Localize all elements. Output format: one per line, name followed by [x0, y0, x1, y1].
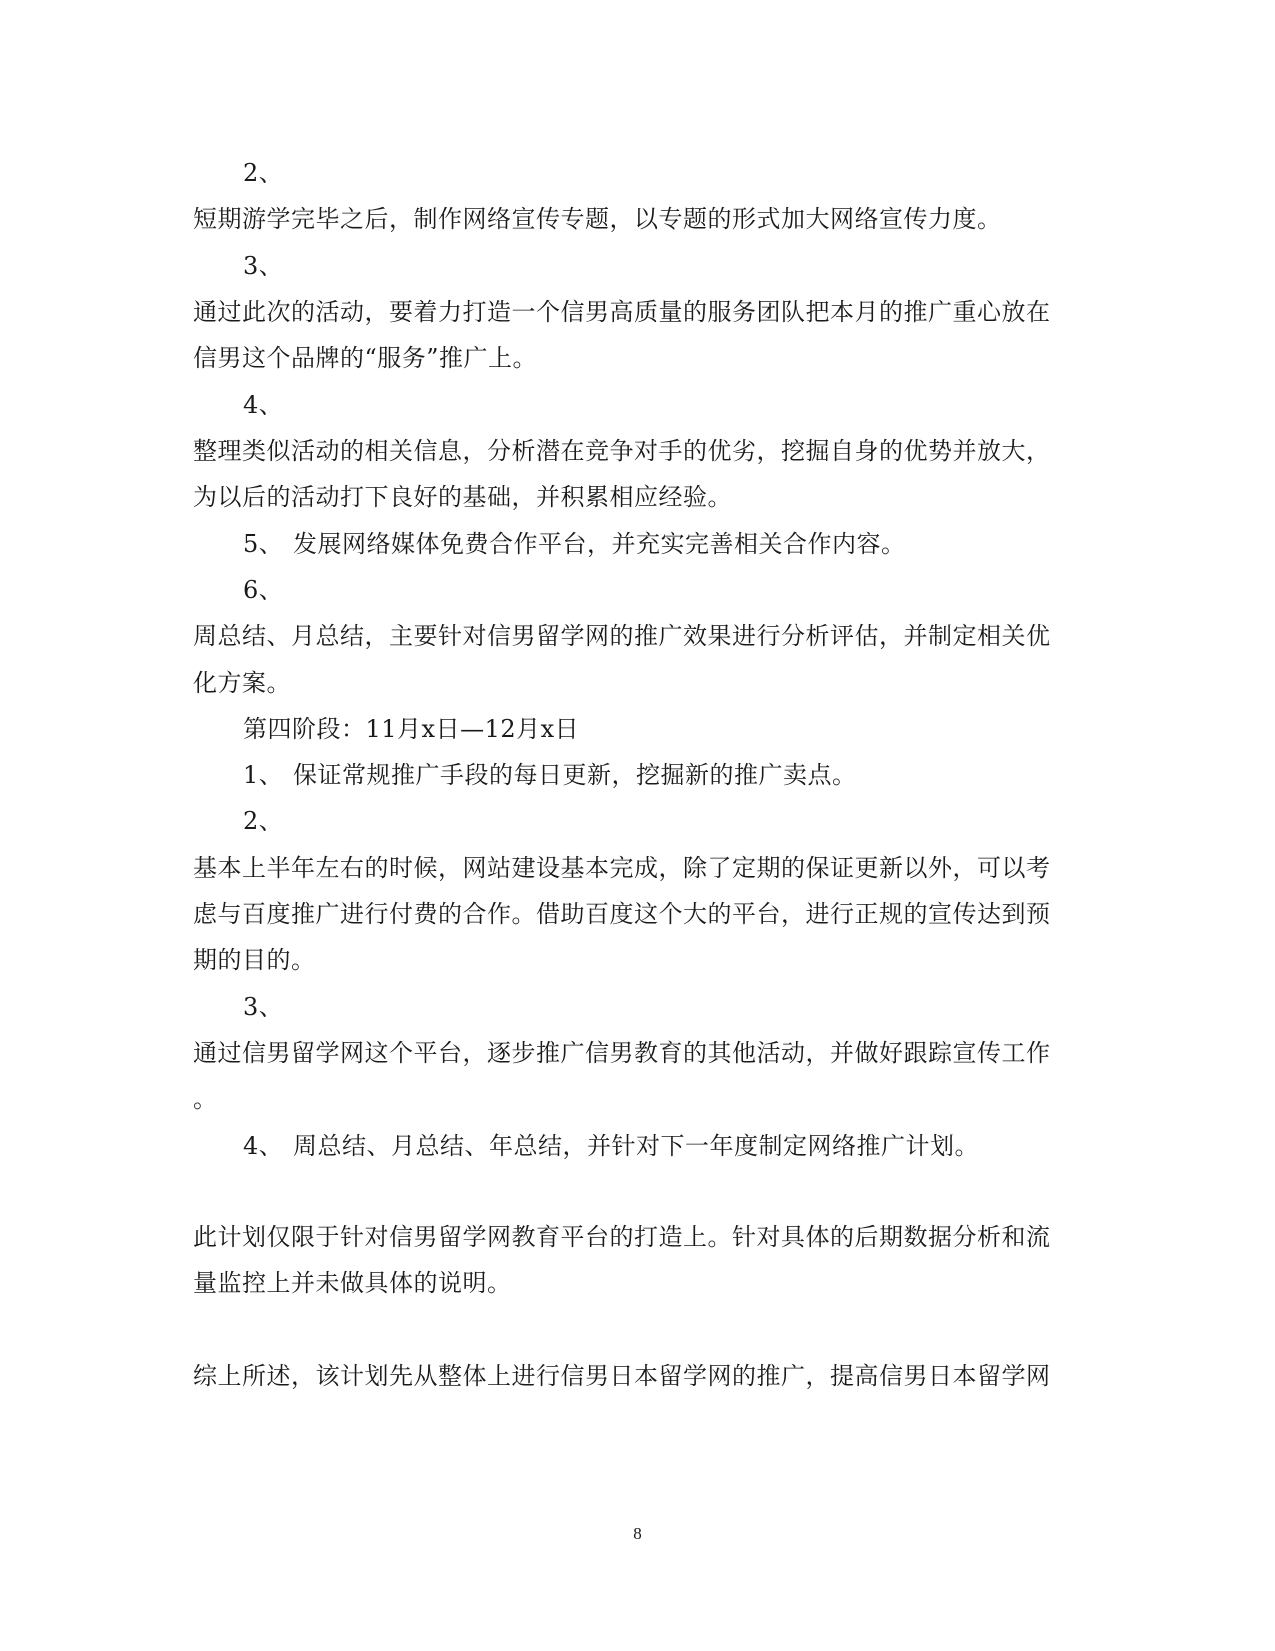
paragraph-line: 虑与百度推广进行付费的合作。借助百度这个大的平台，进行正规的宣传达到预 [193, 900, 1051, 928]
paragraph-line: 通过此次的活动，要着力打造一个信男高质量的服务团队把本月的推广重心放在 [193, 298, 1051, 326]
item-number: 2、 [243, 159, 284, 187]
page-number: 8 [633, 1524, 642, 1543]
item-number: 4、 [243, 1132, 284, 1160]
list-item-text: 保证常规推广手段的每日更新，挖掘新的推广卖点。 [293, 761, 857, 789]
paragraph-line: 周总结、月总结，主要针对信男留学网的推广效果进行分析评估，并制定相关优 [193, 622, 1051, 650]
section-heading: 第四阶段：11月x日—12月x日 [243, 715, 580, 743]
paragraph-line: 通过信男留学网这个平台，逐步推广信男教育的其他活动，并做好跟踪宣传工作 [193, 1039, 1051, 1067]
list-item-text: 发展网络媒体免费合作平台，并充实完善相关合作内容。 [293, 530, 906, 558]
paragraph-line: 信男这个品牌的“服务”推广上。 [193, 344, 538, 372]
list-item-text: 周总结、月总结、年总结，并针对下一年度制定网络推广计划。 [293, 1132, 979, 1160]
paragraph-line: 为以后的活动打下良好的基础，并积累相应经验。 [193, 483, 732, 511]
paragraph-line: 综上所述，该计划先从整体上进行信男日本留学网的推广，提高信男日本留学网 [193, 1362, 1051, 1390]
paragraph-line: 此计划仅限于针对信男留学网教育平台的打造上。针对具体的后期数据分析和流 [193, 1223, 1051, 1251]
paragraph-line: 。 [193, 1085, 218, 1113]
paragraph-line: 基本上半年左右的时候，网站建设基本完成，除了定期的保证更新以外，可以考 [193, 854, 1051, 882]
item-number: 2、 [243, 807, 284, 835]
item-number: 5、 [243, 530, 284, 558]
item-number: 6、 [243, 576, 284, 604]
paragraph-line: 短期游学完毕之后，制作网络宣传专题，以专题的形式加大网络宣传力度。 [193, 205, 1002, 233]
paragraph-line: 整理类似活动的相关信息，分析潜在竞争对手的优劣，挖掘自身的优势并放大， [193, 437, 1051, 465]
paragraph-line: 期的目的。 [193, 946, 316, 974]
item-number: 4、 [243, 391, 284, 419]
list-item [243, 760, 1123, 790]
paragraph-line: 量监控上并未做具体的说明。 [193, 1269, 512, 1297]
paragraph-line: 化方案。 [193, 669, 291, 697]
list-item [243, 1131, 1123, 1161]
item-number: 3、 [243, 252, 284, 280]
item-number: 1、 [243, 761, 284, 789]
item-number: 3、 [243, 993, 284, 1021]
list-item [243, 529, 1123, 559]
